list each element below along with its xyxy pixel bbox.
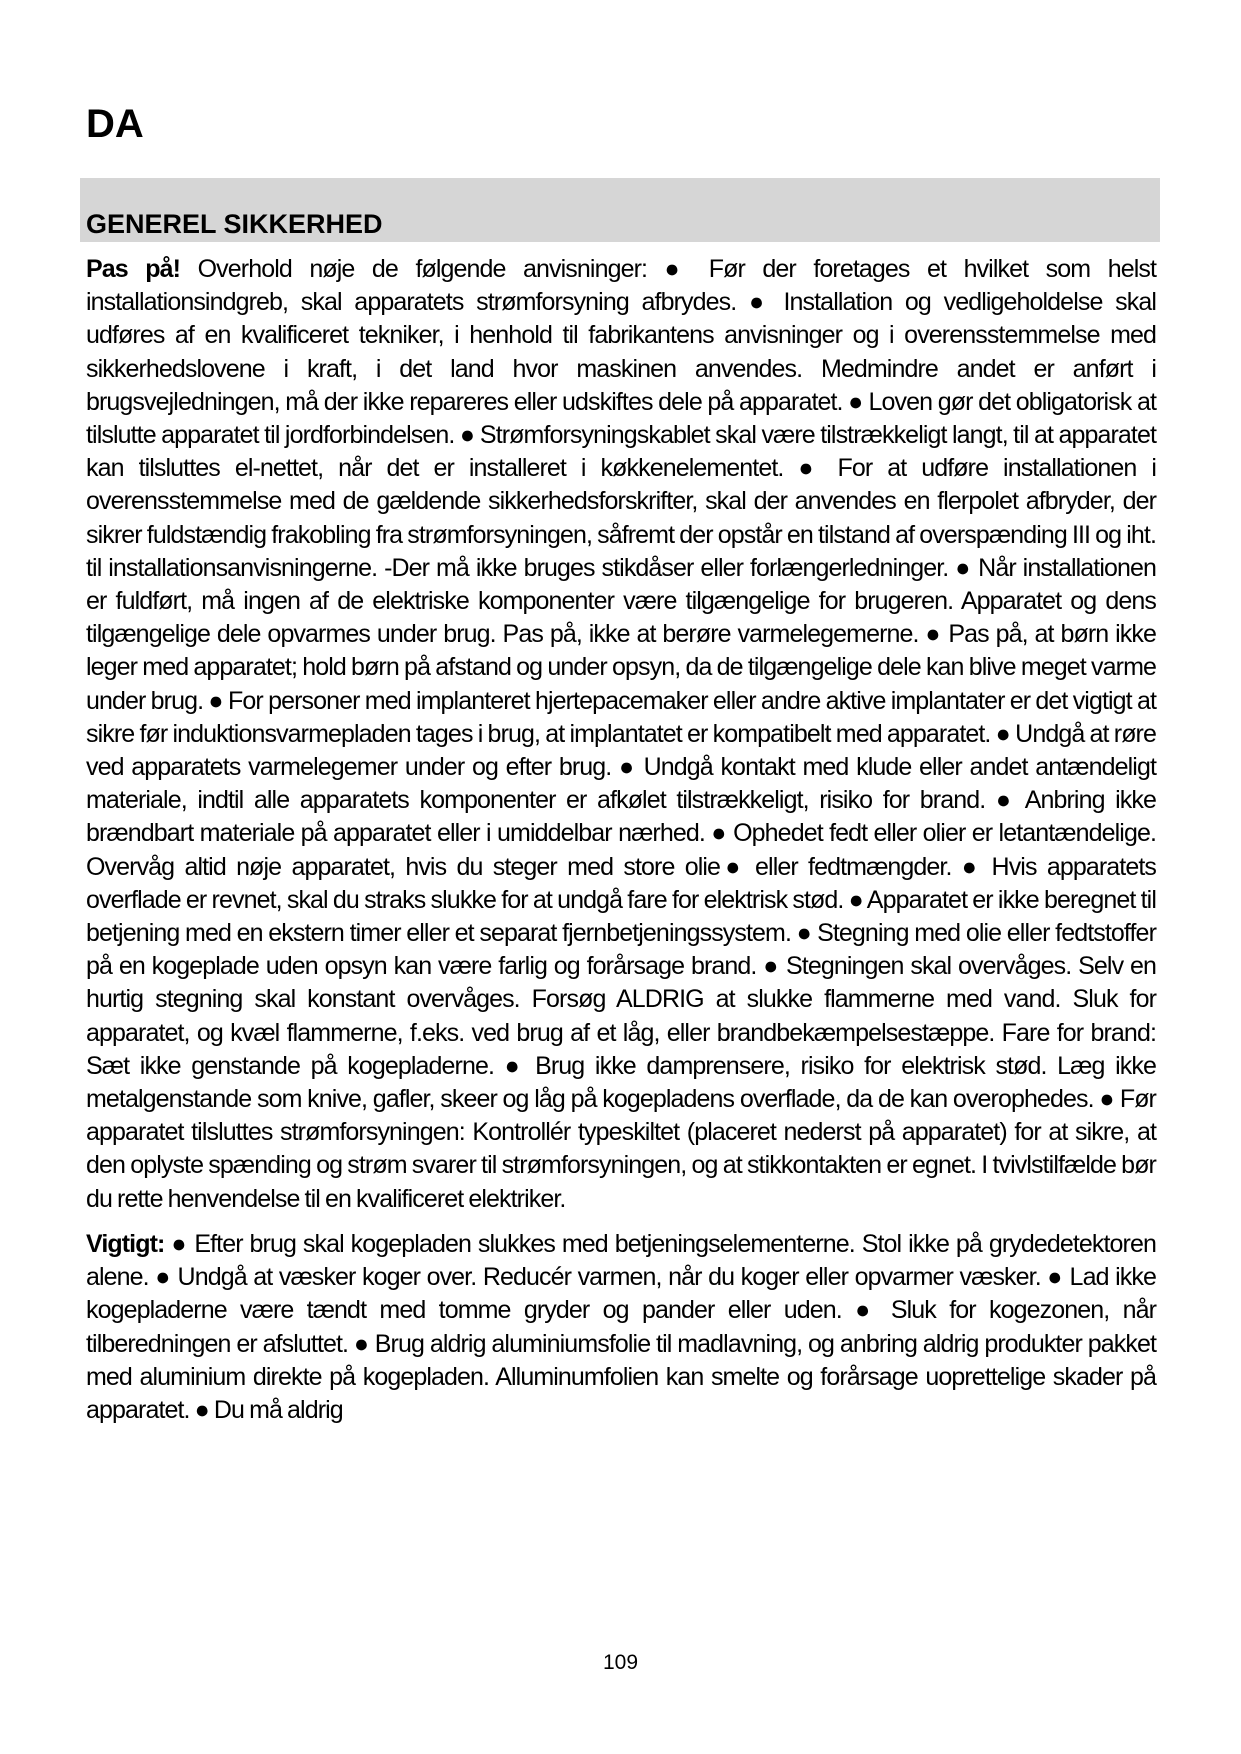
safety-paragraph [86,253,1156,1216]
section-header-bar [80,178,1160,242]
section-title: GENEREL SIKKERHED [86,209,383,239]
paragraph-text: ● Efter brug skal kogepladen slukkes med betjeningselementerne. Stol ikke på grydedetektoren alene. ● Undgå at væsker koger over. Reducér varmen, når du koger eller opvarmer væsker. ● Lad ikke kogepladerne være tændt med tomme gryder og pander eller uden. ● Sluk for kogezonen, når tilberedningen er afsluttet. ● Brug aldrig aluminiumsfolie til madlavning, og anbring aldrig produkter pakket med aluminium direkte på kogepladen. Alluminumfolien kan smelte og forårsage uoprettelige skader på apparatet. ● Du må aldrig [86,1229,1156,1424]
page-number: 109 [602,1651,639,1674]
body-text [86,253,1156,1427]
language-code: DA [86,102,144,146]
important-paragraph [86,1228,1156,1427]
paragraph-text: Overhold nøje de følgende anvisninger: ● Før der foretages et hvilket som helst installationsindgreb, skal apparatets strømforsyning afbrydes. ● Installation og vedligeholdelse skal udføres af en kvalificeret tekniker, i henhold til fabrikantens anvisninger og i overensstemmelse med sikkerhedslovene i kraft, i det land hvor maskinen anvendes. Medmindre andet er anført i brugsvejledningen, må der ikke repareres eller udskiftes dele på apparatet. ● Loven gør det obligatorisk at tilslutte apparatet til jordforbindelsen. ● Strømforsyningskablet skal være tilstrækkeligt langt, til at apparatet kan tilsluttes el-nettet, når det er installeret i køkkenelementet. ● For at udføre installationen i overensstemmelse med de gældende sikkerhedsforskrifter, skal der anvendes en flerpolet afbryder, der sikrer fuldstændig frakobling fra strømforsyningen, såfremt der opstår en tilstand af overspænding III og iht. til installationsanvisningerne. -Der må ikke bruges stikdåser eller forlængerledninger. ● Når installationen er fuldført, må ingen af de elektriske komponenter være tilgængelige for brugeren. Apparatet og dens tilgængelige dele opvarmes under brug. Pas på, ikke at berøre varmelegemerne. ● Pas på, at børn ikke leger med apparatet; hold børn på afstand og under opsyn, da de tilgængelige dele kan blive meget varme under brug. ● For personer med implanteret hjertepacemaker eller andre aktive implantater er det vigtigt at sikre før induktionsvarmepladen tages i brug, at implantatet er kompatibelt med apparatet. ● Undgå at røre ved apparatets varmelegemer under og efter brug. ● Undgå kontakt med klude eller andet antændeligt materiale, indtil alle apparatets komponenter er afkølet tilstrækkeligt, risiko for brand. ● Anbring ikke brændbart materiale på apparatet eller i umiddelbar nærhed. ● Ophedet fedt eller olier er letantændelige. Overvåg altid nøje apparatet, hvis du steger med store olie● eller fedtmængder. ● Hvis apparatets overflade er revnet, skal du straks slukke for at undgå fare for elektrisk stød. ● Apparatet er ikke beregnet til betjening med en ekstern timer eller et separat fjernbetjeningssystem. ● Stegning med olie eller fedtstoffer på en kogeplade uden opsyn kan være farlig og forårsage brand. ● Stegningen skal overvåges. Selv en hurtig stegning skal konstant overvåges. Forsøg ALDRIG at slukke flammerne med vand. Sluk for apparatet, og kvæl flammerne, f.eks. ved brug af et låg, eller brandbekæmpelsestæppe. Fare for brand: Sæt ikke genstande på kogepladerne. ● Brug ikke damprensere, risiko for elektrisk stød. Læg ikke metalgenstande som knive, gafler, skeer og låg på kogepladens overflade, da de kan overophedes. ● Før apparatet tilsluttes strømforsyningen: Kontrollér typeskiltet (placeret nederst på apparatet) for at sikre, at den oplyste spænding og strøm svarer til strømforsyningen, og at stikkontakten er egnet. I tvivlstilfælde bør du rette henvendelse til en kvalificeret elektriker. [86,255,1156,1213]
paragraph-lead: Vigtigt: [86,1229,165,1258]
paragraph-lead: Pas på! [86,255,181,283]
